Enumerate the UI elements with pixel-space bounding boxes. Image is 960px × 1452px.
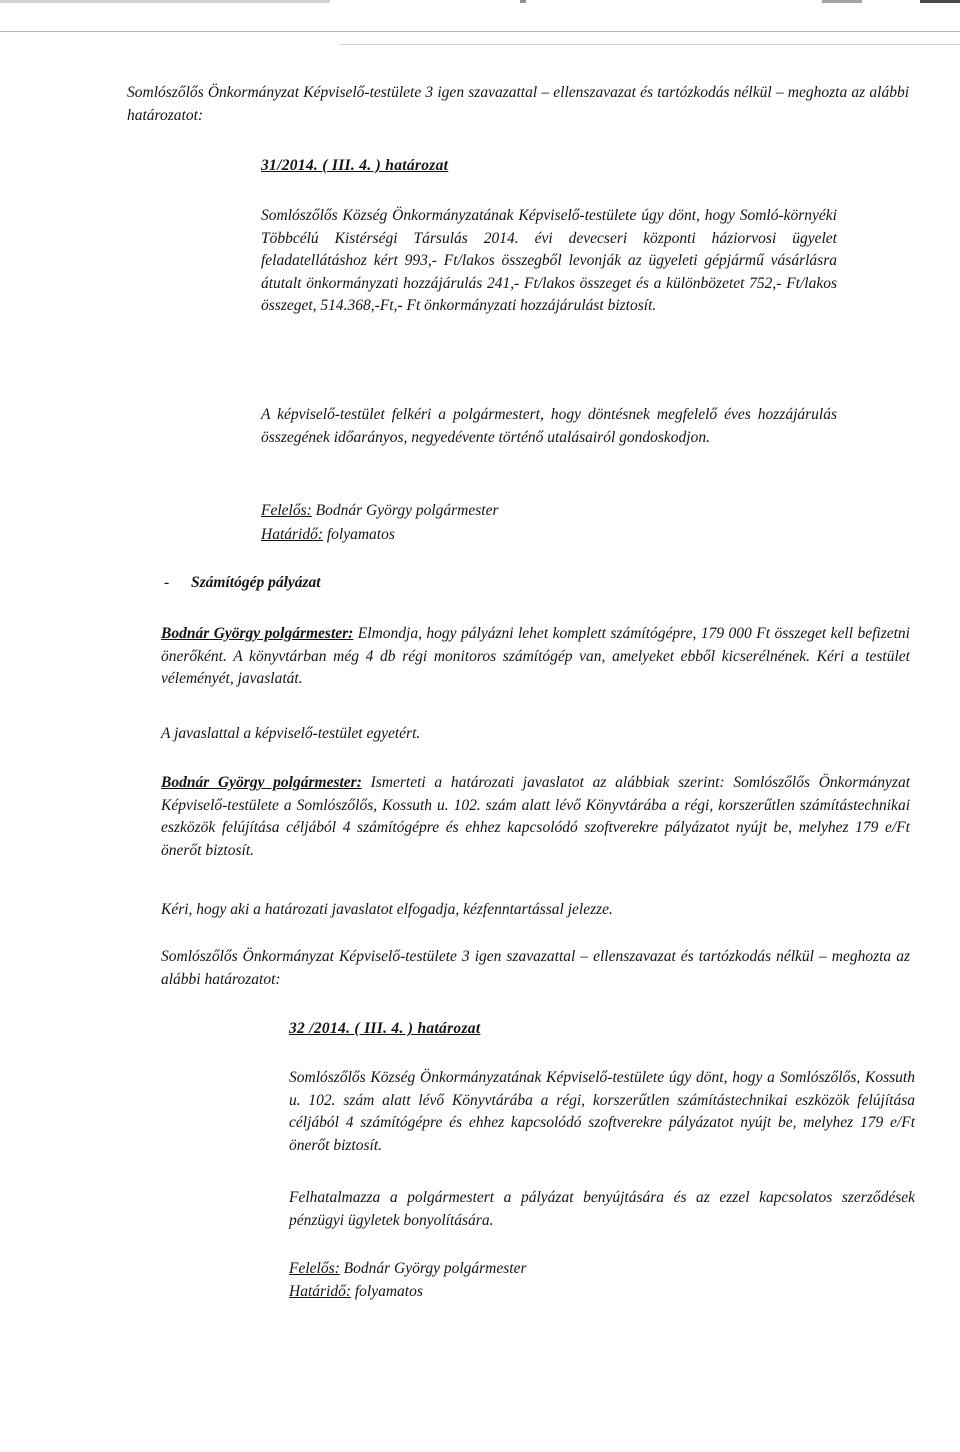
section-heading: Számítógép pályázat: [191, 574, 321, 591]
scan-mark: [0, 0, 330, 3]
resolution-1-title: 31/2014. ( III. 4. ) határozat: [261, 157, 449, 174]
resolution-2-responsible: [289, 1258, 527, 1281]
responsible-label: Felelős:: [261, 502, 312, 519]
responsible-value: Bodnár György polgármester: [339, 1260, 527, 1277]
speaker-2-paragraph: [161, 772, 910, 862]
scan-mark: [920, 0, 960, 3]
scan-mark: [520, 0, 526, 3]
resolution-2-body: Somlószőlős Község Önkormányzatának Képviselő-testülete úgy dönt, hogy a Somlószőlős, Kossuth u. 102. szám alatt lévő Könyvtárába a régi, korszerűtlen számítástechnikai eszközök felújítása céljából 4 számítógépre és ehhez kapcsolódó szoftverekre pályázatot nyújt be, melyhez 179 e/Ft önerőt biztosít.: [289, 1069, 915, 1154]
resolution-1-body: Somlószőlős Község Önkormányzatának Képviselő-testülete úgy dönt, hogy Somló-környéki Többcélú Kistérségi Társulás 2014. évi devecseri központi háziorvosi ügyelet feladatellátáshoz kért 993,- Ft/lakos összegből levonják az ügyeleti gépjármű vásárlásra átutalt önkormányzati hozzájárulás 241,- Ft/lakos összeget és a különbözetet 752,- Ft/lakos összeget, 514.368,-Ft,- Ft önkormányzati hozzájárulást biztosít.: [261, 207, 837, 314]
resolution-1-deadline: [261, 524, 395, 547]
agreement-line: A javaslattal a képviselő-testület egyetért.: [161, 725, 421, 742]
responsible-label: Felelős:: [289, 1260, 340, 1277]
resolution-2-body-2: Felhatalmazza a polgármestert a pályázat benyújtására és az ezzel kapcsolatos szerződések pénzügyi ügyletek bonyolítására.: [289, 1189, 915, 1229]
scan-rule: [340, 44, 960, 45]
deadline-value: folyamatos: [323, 526, 395, 543]
intro-paragraph-1: Somlószőlős Önkormányzat Képviselő-testülete 3 igen szavazattal – ellenszavazat és tartózkodás nélkül – meghozta az alábbi határozatot:: [127, 84, 909, 124]
deadline-label: Határidő:: [289, 1283, 351, 1300]
speaker-label: Bodnár György polgármester:: [161, 774, 362, 791]
deadline-label: Határidő:: [261, 526, 323, 543]
scan-mark: [822, 0, 862, 3]
bullet-dash: -: [164, 574, 170, 591]
request-line: Kéri, hogy aki a határozati javaslatot elfogadja, kézfenntartással jelezze.: [161, 901, 613, 918]
resolution-1-body-2: A képviselő-testület felkéri a polgármestert, hogy döntésnek megfelelő éves hozzájárulás összegének időarányos, negyedévente történő utalásairól gondoskodjon.: [261, 406, 837, 446]
deadline-value: folyamatos: [351, 1283, 423, 1300]
speaker-1-paragraph: [161, 623, 910, 691]
resolution-1-responsible: [261, 500, 499, 523]
resolution-2-deadline: [289, 1281, 423, 1304]
speaker-label: Bodnár György polgármester:: [161, 625, 354, 642]
intro-paragraph-2: Somlószőlős Önkormányzat Képviselő-testülete 3 igen szavazattal – ellenszavazat és tartózkodás nélkül – meghozta az alábbi határozatot:: [161, 948, 910, 988]
responsible-value: Bodnár György polgármester: [311, 502, 499, 519]
speaker-text: Elmondja, hogy pályázni lehet komplett számítógépre, 179 000 Ft összeget kell befizetni önerőként. A könyvtárban még 4 db régi monitoros számítógép van, amelyeket ebből kicserélnének. Kéri a testület véleményét, javaslatát.: [161, 625, 910, 687]
resolution-2-title: 32 /2014. ( III. 4. ) határozat: [289, 1020, 481, 1037]
scan-artifact-top: [0, 0, 960, 34]
scan-rule: [0, 31, 960, 32]
speaker-text: Ismerteti a határozati javaslatot az alábbiak szerint: Somlószőlős Önkormányzat Képviselő-testülete a Somlószőlős, Kossuth u. 102. szám alatt lévő Könyvtárába a régi, korszerűtlen számítástechnikai eszközök felújítása céljából 4 számítógépre és ehhez kapcsolódó szoftverekre pályázatot nyújt be, melyhez 179 e/Ft önerőt biztosít.: [161, 774, 910, 859]
